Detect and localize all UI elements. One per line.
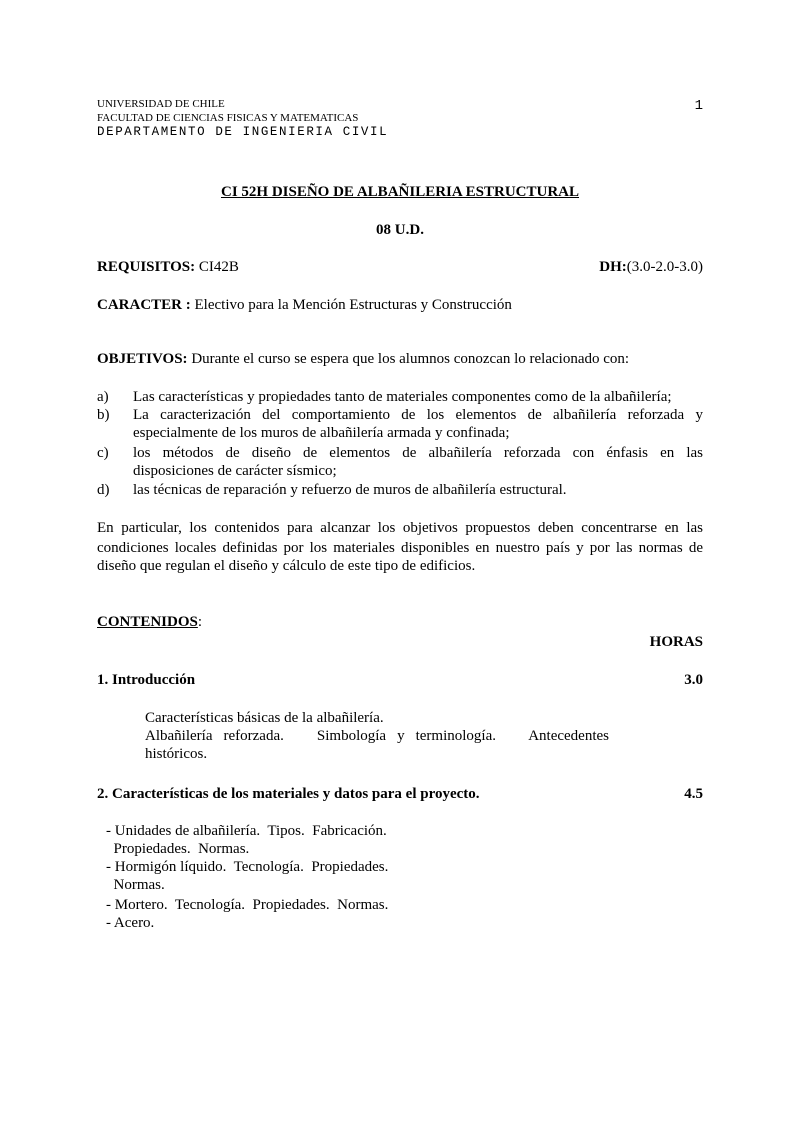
objectives-intro-text: Durante el curso se espera que los alumnos conozcan lo relacionado con: — [191, 351, 630, 367]
particular-paragraph-line: En particular, los contenidos para alcanzar los objetivos propuestos deben concentrarse en las — [97, 520, 703, 536]
page-number: 1 — [694, 98, 703, 114]
objectives-intro — [97, 350, 629, 368]
objective-item: La caracterización del comportamiento de los elementos de albañilería reforzada y — [133, 407, 703, 423]
objective-item-continuation: disposiciones de carácter sísmico; — [133, 463, 337, 479]
section-hours: 3.0 — [684, 672, 703, 688]
requisites-label: REQUISITOS: — [97, 259, 196, 275]
section-line: históricos. — [145, 746, 208, 762]
objective-item: las técnicas de reparación y refuerzo de muros de albañilería estructural. — [133, 482, 567, 498]
objective-item: Las características y propiedades tanto de materiales componentes como de la albañilería; — [133, 389, 672, 405]
objective-letter: b) — [97, 407, 110, 423]
section-line: - Hormigón líquido. Tecnología. Propiedades. — [106, 859, 389, 875]
university-name: UNIVERSIDAD DE CHILE — [97, 98, 225, 110]
objective-letter: a) — [97, 389, 109, 405]
objective-letter: c) — [97, 445, 109, 461]
course-units: 08 U.D. — [376, 222, 424, 238]
department-name: DEPARTAMENTO DE INGENIERIA CIVIL — [97, 125, 389, 139]
objective-item-continuation: especialmente de los muros de albañilería armada y confinada; — [133, 425, 510, 441]
faculty-name: FACULTAD DE CIENCIAS FISICAS Y MATEMATICAS — [97, 112, 359, 124]
character-value: Electivo para la Mención Estructuras y Construcción — [194, 297, 512, 313]
section-line: - Mortero. Tecnología. Propiedades. Normas. — [106, 897, 389, 913]
section-title: 1. Introducción — [97, 672, 196, 688]
course-title: CI 52H DISEÑO DE ALBAÑILERIA ESTRUCTURAL — [220, 184, 579, 200]
objectives-label: OBJETIVOS: — [97, 351, 188, 367]
section-line: - Acero. — [106, 915, 155, 931]
objective-letter: d) — [97, 482, 110, 498]
section-line: - Unidades de albañilería. Tipos. Fabricación. — [106, 823, 387, 839]
contents-colon: : — [197, 614, 203, 630]
character — [97, 296, 512, 314]
objective-item: los métodos de diseño de elementos de albañilería reforzada con énfasis en las — [133, 445, 703, 461]
dh-value: (3.0-2.0-3.0) — [626, 259, 703, 275]
particular-paragraph-line: condiciones locales definidas por los materiales disponibles en nuestro país y por las normas de — [97, 540, 703, 556]
contents-heading — [97, 613, 202, 631]
section-hours: 4.5 — [684, 786, 703, 802]
section-line: Albañilería reforzada. Simbología y terminología. Antecedentes — [145, 728, 609, 744]
section-title: 2. Características de los materiales y datos para el proyecto. — [97, 786, 480, 802]
particular-paragraph-line: diseño que regulan el diseño y cálculo de este tipo de edificios. — [97, 558, 476, 574]
requisites-value: CI42B — [198, 259, 239, 275]
requisites — [97, 258, 239, 276]
hours-heading: HORAS — [649, 634, 703, 650]
contents-label: CONTENIDOS — [97, 614, 198, 630]
section-line: Propiedades. Normas. — [106, 841, 250, 857]
section-line: Características básicas de la albañilería. — [145, 710, 384, 726]
dh-hours — [599, 258, 703, 276]
character-label: CARACTER : — [97, 297, 191, 313]
dh-label: DH: — [599, 259, 627, 275]
section-line: Normas. — [106, 877, 165, 893]
